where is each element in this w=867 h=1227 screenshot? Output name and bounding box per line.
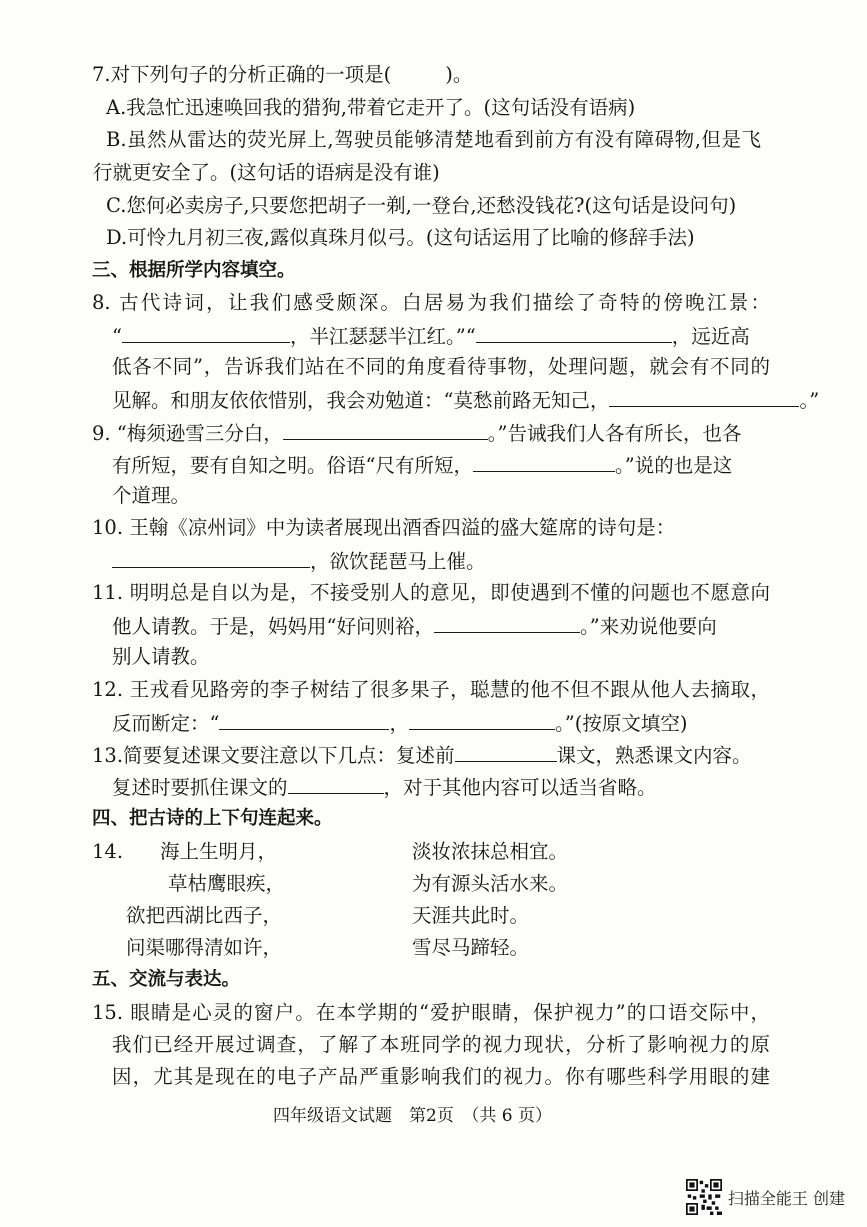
scanner-watermark	[686, 1179, 845, 1215]
q14-right-1[interactable]: 淡妆浓抹总相宜。	[412, 840, 569, 863]
q8-blank-1[interactable]	[122, 322, 290, 343]
q15-line2: 我们已经开展过调查，了解了本班同学的视力现状，分析了影响视力的原	[112, 1033, 770, 1056]
q8-blank-2[interactable]	[476, 322, 672, 343]
q7-stem: 7.对下列句子的分析正确的一项是( )。	[92, 63, 473, 86]
q14-left-2[interactable]: 草枯鹰眼疾，	[168, 872, 286, 895]
q9-blank-1[interactable]	[283, 419, 488, 440]
q14-right-2[interactable]: 为有源头活水来。	[412, 872, 569, 895]
q12-line2: 反而断定：“ ， 。”(按原文填空)	[112, 709, 687, 737]
section-3-title: 三、根据所学内容填空。	[92, 260, 296, 281]
q13-blank-1[interactable]	[455, 741, 557, 762]
q13-line1: 13.简要复述课文要注意以下几点：复述前 课文，熟悉课文内容。	[92, 741, 752, 769]
q13-blank-2[interactable]	[288, 773, 384, 794]
q8-line4: 见解。和朋友依依惜别，我会劝勉道：“莫愁前路无知己， 。”	[112, 386, 819, 414]
q11-line2: 他人请教。于是，妈妈用“好问则裕， 。”来劝说他要向	[112, 612, 717, 640]
q11-blank[interactable]	[434, 612, 580, 633]
q14-left-4[interactable]: 问渠哪得清如许，	[126, 936, 283, 959]
q7-option-a: A.我急忙迅速唤回我的猎狗,带着它走开了。(这句话没有语病)	[106, 96, 636, 119]
q7-option-b-line2: 行就更安全了。(这句话的语病是没有谁)	[93, 161, 440, 184]
q8-line1: 8. 古代诗词，让我们感受颇深。白居易为我们描绘了奇特的傍晚江景：	[92, 291, 770, 314]
q10-line1: 10. 王翰《凉州词》中为读者展现出酒香四溢的盛大筵席的诗句是：	[92, 516, 676, 539]
q8-line3: 低各不同”，告诉我们站在不同的角度看待事物，处理问题，就会有不同的	[112, 355, 770, 378]
q12-blank-1[interactable]	[219, 709, 389, 730]
q13-line2: 复述时要抓住课文的 ，对于其他内容可以适当省略。	[112, 773, 657, 801]
q15-line3: 因，尤其是现在的电子产品严重影响我们的视力。你有哪些科学用眼的建	[112, 1065, 770, 1088]
page-footer: 四年级语文试题 第2页 （共 6 页）	[273, 1106, 552, 1126]
q7-option-c: C.您何必卖房子,只要您把胡子一剃,一登台,还愁没钱花?(这句话是设问句)	[106, 194, 737, 217]
q14-number: 14.	[92, 840, 124, 863]
q9-line3: 个道理。	[112, 484, 191, 507]
q9-blank-2[interactable]	[473, 451, 615, 472]
q7-option-d: D.可怜九月初三夜,露似真珠月似弓。(这句话运用了比喻的修辞手法)	[106, 226, 695, 249]
qr-code-icon	[686, 1179, 722, 1215]
q14-left-3[interactable]: 欲把西湖比西子，	[126, 904, 283, 927]
q11-line3: 别人请教。	[112, 645, 210, 668]
q7-option-b-line1: B.虽然从雷达的荧光屏上,驾驶员能够清楚地看到前方有没有障碍物,但是飞	[106, 128, 761, 151]
q10-line2: ，欲饮琵琶马上催。	[112, 547, 486, 575]
watermark-text: 扫描全能王 创建	[727, 1188, 845, 1208]
q12-line1: 12. 王戎看见路旁的李子树结了很多果子，聪慧的他不但不跟从他人去摘取，	[92, 678, 770, 701]
section-4-title: 四、把古诗的上下句连起来。	[92, 808, 333, 829]
q8-line2: “ ，半江瑟瑟半江红。”“ ，远近高	[112, 322, 750, 350]
q12-blank-2[interactable]	[409, 709, 555, 730]
q9-line2: 有所短，要有自知之明。俗语“尺有所短， 。”说的也是这	[112, 451, 732, 479]
q14-right-4[interactable]: 雪尽马蹄轻。	[412, 936, 530, 959]
q11-line1: 11. 明明总是自以为是，不接受别人的意见，即使遇到不懂的问题也不愿意向	[92, 581, 770, 604]
q14-left-1[interactable]: 海上生明月，	[160, 840, 278, 863]
q8-blank-3[interactable]	[609, 386, 799, 407]
q14-right-3[interactable]: 天涯共此时。	[412, 904, 530, 927]
q15-line1: 15. 眼睛是心灵的窗户。在本学期的“爱护眼睛，保护视力”的口语交际中，	[92, 1001, 770, 1024]
q9-line1: 9. “梅须逊雪三分白， 。”告诫我们人各有所长，也各	[92, 419, 742, 447]
q10-blank[interactable]	[112, 547, 310, 568]
section-5-title: 五、交流与表达。	[92, 969, 241, 990]
